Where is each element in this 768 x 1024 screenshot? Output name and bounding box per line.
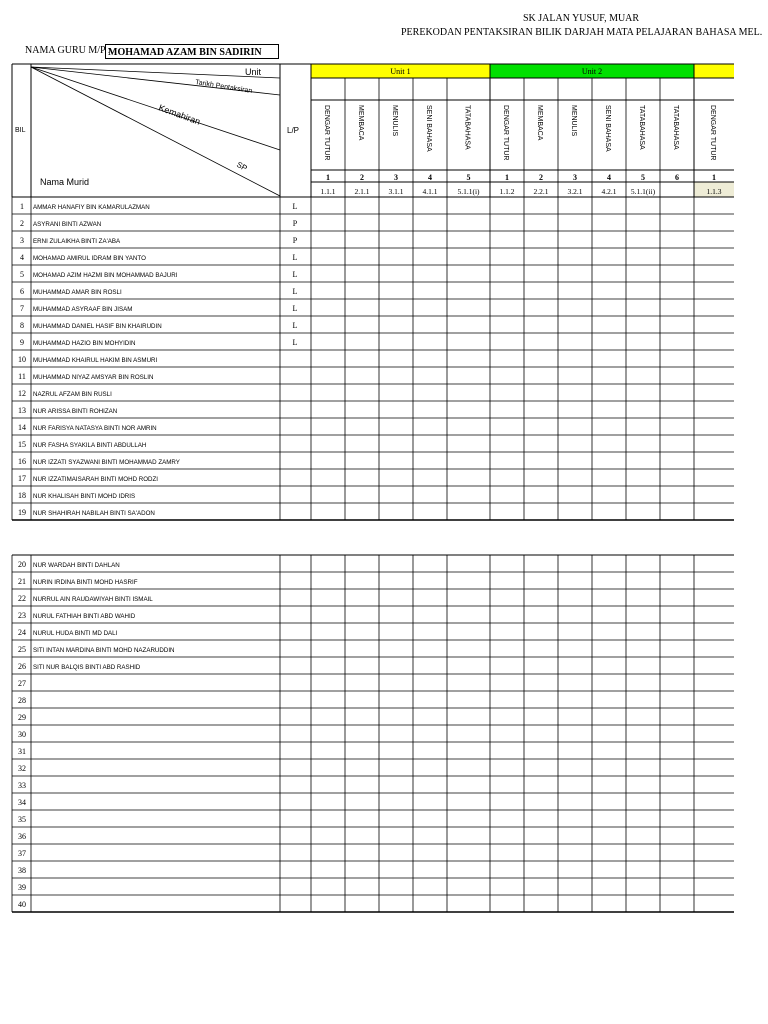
- skill-number: 6: [675, 173, 679, 182]
- kemahiran-label: Kemahiran: [157, 102, 202, 127]
- row-number: 40: [18, 900, 26, 909]
- skill-label: MENULIS: [570, 105, 577, 137]
- row-number: 35: [18, 815, 26, 824]
- skill-label: SENI BAHASA: [425, 105, 432, 152]
- row-number: 11: [18, 372, 26, 381]
- row-number: 13: [18, 406, 26, 415]
- student-name: NUR WARDAH BINTI DAHLAN: [33, 562, 120, 569]
- row-number: 28: [18, 696, 26, 705]
- student-name: MUHAMMAD HAZIO BIN MOHYIDIN: [33, 340, 136, 347]
- unit3-fill: [694, 64, 734, 78]
- skill-label: DENGAR TUTUR: [709, 105, 716, 161]
- skill-number: 4: [607, 173, 611, 182]
- student-name: AMMAR HANAFIY BIN KAMARULAZMAN: [33, 204, 150, 211]
- row-number: 14: [18, 423, 26, 432]
- bil-label: BIL: [15, 127, 26, 134]
- teacher-label: NAMA GURU M/P :: [25, 45, 111, 56]
- unit-title: Unit 1: [390, 67, 411, 76]
- student-name: MUHAMMAD AMAR BIN ROSLI: [33, 289, 122, 296]
- diagonal-line: [31, 67, 280, 78]
- student-gender: L: [292, 253, 298, 262]
- student-name: MUHAMMAD DANIEL HASIF BIN KHAIRUDIN: [33, 323, 162, 330]
- student-name: MUHAMMAD NIYAZ AMSYAR BIN ROSLIN: [33, 374, 154, 381]
- unit-label: Unit: [245, 67, 262, 77]
- unit-title: Unit 2: [581, 67, 603, 76]
- row-number: 15: [18, 440, 26, 449]
- diagonal-line: [31, 67, 280, 150]
- row-number: 31: [18, 747, 26, 756]
- row-number: 26: [18, 662, 26, 671]
- sp-code: 1.1.1: [320, 187, 336, 196]
- nama-murid-label: Nama Murid: [40, 177, 90, 187]
- sp-code: 1.1.2: [499, 187, 515, 196]
- row-number: 17: [18, 474, 26, 483]
- student-gender: P: [292, 236, 298, 245]
- student-name: NUR KHALISAH BINTI MOHD IDRIS: [33, 493, 136, 500]
- student-name: MOHAMAD AZIM HAZMI BIN MOHAMMAD BAJURI: [33, 272, 178, 279]
- skill-label: TATABAHASA: [463, 105, 471, 150]
- sp-code: 1.1.3: [706, 187, 722, 196]
- student-name: NUR FARISYA NATASYA BINTI NOR AMRIN: [33, 425, 157, 432]
- teacher-name-field[interactable]: MOHAMAD AZAM BIN SADIRIN: [105, 44, 279, 59]
- row-number: 19: [18, 508, 26, 517]
- row-number: 32: [18, 764, 26, 773]
- row-number: 4: [20, 253, 24, 262]
- row-number: 38: [18, 866, 26, 875]
- student-name: NURRUL AIN RAUDAWIYAH BINTI ISMAIL: [33, 596, 153, 603]
- row-number: 27: [18, 679, 26, 688]
- row-number: 8: [20, 321, 24, 330]
- sp-code: 2.1.1: [354, 187, 370, 196]
- row-number: 37: [18, 849, 26, 858]
- skill-number: 3: [394, 173, 398, 182]
- student-name: NUR SHAHIRAH NABILAH BINTI SA'ADON: [33, 510, 155, 517]
- student-name: ERNI ZULAIKHA BINTI ZA'ABA: [33, 238, 121, 245]
- row-number: 2: [20, 219, 24, 228]
- student-name: NUR ARISSA BINTI ROHIZAN: [33, 408, 118, 415]
- sp-code: 3.2.1: [567, 187, 583, 196]
- tarikh-label: Tarikh Pentaksiran: [194, 79, 253, 95]
- student-gender: P: [292, 219, 298, 228]
- student-gender: L: [292, 338, 298, 347]
- skill-number: 5: [641, 173, 645, 182]
- row-number: 21: [18, 577, 26, 586]
- row-number: 12: [18, 389, 26, 398]
- sp-code: 5.1.1(i): [457, 187, 480, 196]
- row-number: 36: [18, 832, 26, 841]
- row-number: 39: [18, 883, 26, 892]
- skill-number: 2: [539, 173, 543, 182]
- student-name: MUHAMMAD ASYRAAF BIN JISAM: [33, 306, 133, 313]
- row-number: 20: [18, 560, 26, 569]
- row-number: 16: [18, 457, 26, 466]
- row-number: 25: [18, 645, 26, 654]
- row-number: 5: [20, 270, 24, 279]
- student-name: NAZRUL AFZAM BIN RUSLI: [33, 391, 112, 398]
- sp-code: 2.2.1: [533, 187, 549, 196]
- skill-label: MEMBACA: [357, 105, 364, 141]
- school-name: SK JALAN YUSUF, MUAR: [523, 13, 640, 24]
- row-number: 10: [18, 355, 26, 364]
- skill-label: MEMBACA: [536, 105, 543, 141]
- row-number: 22: [18, 594, 26, 603]
- lp-label: L/P: [287, 126, 300, 135]
- student-name: NURUL FATHIAH BINTI ABD WAHID: [33, 613, 136, 620]
- row-number: 33: [18, 781, 26, 790]
- student-gender: L: [292, 202, 298, 211]
- student-name: MUHAMMAD KHAIRUL HAKIM BIN ASMURI: [33, 357, 158, 364]
- skill-label: MENULIS: [391, 105, 398, 137]
- row-number: 30: [18, 730, 26, 739]
- row-number: 23: [18, 611, 26, 620]
- row-number: 29: [18, 713, 26, 722]
- skill-label: TATABAHASA: [672, 105, 679, 150]
- row-number: 18: [18, 491, 26, 500]
- skill-number: 4: [428, 173, 432, 182]
- row-number: 3: [20, 236, 24, 245]
- student-gender: L: [292, 321, 298, 330]
- row-number: 34: [18, 798, 26, 807]
- student-name: NURIN IRDINA BINTI MOHD HASRIF: [33, 579, 138, 586]
- document-title: PEREKODAN PENTAKSIRAN BILIK DARJAH MATA PELAJARAN BAHASA MEL.: [401, 27, 763, 38]
- row-number: 24: [18, 628, 26, 637]
- student-gender: L: [292, 270, 298, 279]
- sp-code: 4.2.1: [601, 187, 617, 196]
- student-name: NUR FASHA SYAKILA BINTI ABDULLAH: [33, 442, 147, 449]
- skill-number: 2: [360, 173, 364, 182]
- sp-code: 3.1.1: [388, 187, 404, 196]
- student-name: ASYRANI BINTI AZWAN: [33, 221, 102, 228]
- student-name: SITI NUR BALQIS BINTI ABD RASHID: [33, 664, 141, 671]
- student-name: NUR IZZATIMAISARAH BINTI MOHD RODZI: [33, 476, 159, 483]
- skill-label: SENI BAHASA: [604, 105, 611, 152]
- student-name: NURUL HUDA BINTI MD DALI: [33, 630, 118, 637]
- student-gender: L: [292, 287, 298, 296]
- skill-label: DENGAR TUTUR: [323, 105, 330, 161]
- student-name: NUR IZZATI SYAZWANI BINTI MOHAMMAD ZAMRY: [33, 459, 180, 466]
- skill-number: 3: [573, 173, 577, 182]
- row-number: 9: [20, 338, 24, 347]
- sp-code: 5.1.1(ii): [630, 187, 656, 196]
- row-number: 6: [20, 287, 24, 296]
- sp-code: 4.1.1: [422, 187, 438, 196]
- skill-number: 5: [466, 173, 471, 182]
- skill-label: DENGAR TUTUR: [502, 105, 509, 161]
- student-name: SITI INTAN MARDINA BINTI MOHD NAZARUDDIN: [33, 647, 175, 654]
- skill-number: 1: [712, 173, 716, 182]
- skill-number: 1: [505, 173, 509, 182]
- student-name: MOHAMAD AMIRUL IDRAM BIN YANTO: [33, 255, 146, 262]
- skill-label: TATABAHASA: [638, 105, 645, 150]
- row-number: 7: [20, 304, 24, 313]
- sp-label: SP: [235, 159, 249, 174]
- student-gender: L: [292, 304, 298, 313]
- row-number: 1: [20, 202, 24, 211]
- skill-number: 1: [326, 173, 330, 182]
